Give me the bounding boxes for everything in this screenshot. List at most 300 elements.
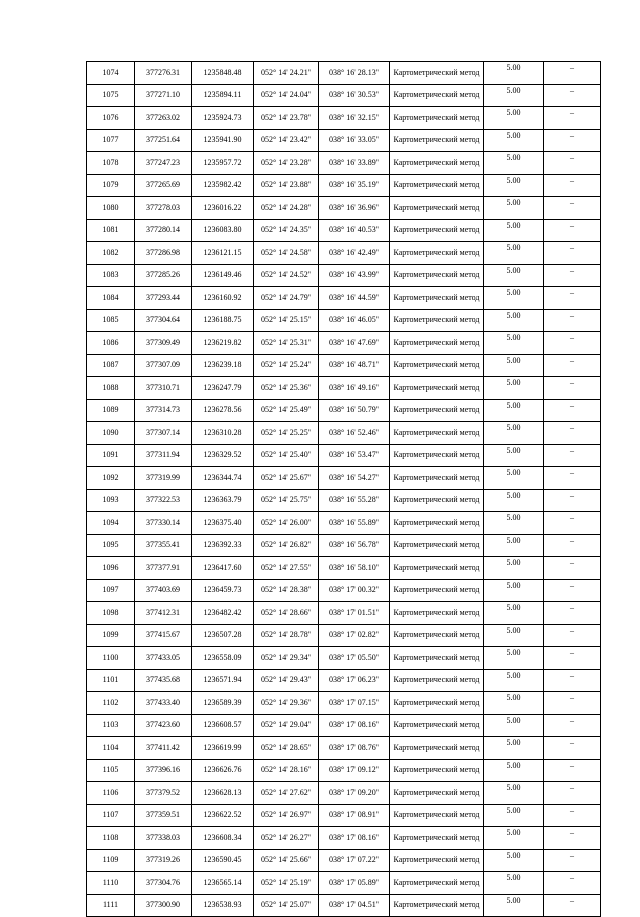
- method-cell: Картометрический метод: [390, 489, 484, 512]
- y-coordinate-cell: 1236507.28: [192, 624, 254, 647]
- coordinates-sheet: [86, 61, 600, 917]
- note-cell: –: [544, 489, 601, 512]
- method-cell: Картометрический метод: [390, 804, 484, 827]
- y-coordinate-cell: 1236392.33: [192, 534, 254, 557]
- latitude-cell: 052° 14' 26.82": [254, 534, 319, 557]
- note-cell: –: [544, 287, 601, 310]
- table-row: [87, 737, 601, 760]
- latitude-cell: 052° 14' 24.28": [254, 197, 319, 220]
- note-cell: –: [544, 624, 601, 647]
- latitude-cell: 052° 14' 24.79": [254, 287, 319, 310]
- y-coordinate-cell: 1236608.57: [192, 714, 254, 737]
- x-coordinate-cell: 377314.73: [135, 399, 192, 422]
- longitude-cell: 038° 16' 33.05": [319, 129, 390, 152]
- y-coordinate-cell: 1236121.15: [192, 242, 254, 265]
- method-cell: Картометрический метод: [390, 849, 484, 872]
- y-coordinate-cell: 1236558.09: [192, 647, 254, 670]
- longitude-cell: 038° 17' 09.12": [319, 759, 390, 782]
- method-cell: Картометрический метод: [390, 197, 484, 220]
- x-coordinate-cell: 377307.14: [135, 422, 192, 445]
- y-coordinate-cell: 1236619.99: [192, 737, 254, 760]
- accuracy-cell: 5.00: [484, 152, 544, 175]
- point-number-cell: 1102: [87, 692, 135, 715]
- table-row: [87, 849, 601, 872]
- latitude-cell: 052° 14' 24.04": [254, 84, 319, 107]
- x-coordinate-cell: 377280.14: [135, 219, 192, 242]
- x-coordinate-cell: 377263.02: [135, 107, 192, 130]
- note-cell: –: [544, 804, 601, 827]
- latitude-cell: 052° 14' 25.40": [254, 444, 319, 467]
- method-cell: Картометрический метод: [390, 354, 484, 377]
- table-row: [87, 62, 601, 85]
- point-number-cell: 1110: [87, 872, 135, 895]
- note-cell: –: [544, 602, 601, 625]
- x-coordinate-cell: 377311.94: [135, 444, 192, 467]
- method-cell: Картометрический метод: [390, 62, 484, 85]
- table-row: [87, 782, 601, 805]
- method-cell: Картометрический метод: [390, 894, 484, 917]
- longitude-cell: 038° 16' 49.16": [319, 377, 390, 400]
- latitude-cell: 052° 14' 28.78": [254, 624, 319, 647]
- y-coordinate-cell: 1236329.52: [192, 444, 254, 467]
- latitude-cell: 052° 14' 25.19": [254, 872, 319, 895]
- point-number-cell: 1089: [87, 399, 135, 422]
- longitude-cell: 038° 17' 05.50": [319, 647, 390, 670]
- longitude-cell: 038° 16' 42.49": [319, 242, 390, 265]
- note-cell: –: [544, 759, 601, 782]
- x-coordinate-cell: 377412.31: [135, 602, 192, 625]
- method-cell: Картометрический метод: [390, 714, 484, 737]
- accuracy-cell: 5.00: [484, 714, 544, 737]
- accuracy-cell: 5.00: [484, 332, 544, 355]
- latitude-cell: 052° 14' 28.38": [254, 579, 319, 602]
- x-coordinate-cell: 377396.16: [135, 759, 192, 782]
- method-cell: Картометрический метод: [390, 377, 484, 400]
- latitude-cell: 052° 14' 23.78": [254, 107, 319, 130]
- x-coordinate-cell: 377411.42: [135, 737, 192, 760]
- note-cell: –: [544, 894, 601, 917]
- latitude-cell: 052° 14' 25.49": [254, 399, 319, 422]
- latitude-cell: 052° 14' 23.28": [254, 152, 319, 175]
- method-cell: Картометрический метод: [390, 534, 484, 557]
- y-coordinate-cell: 1236538.93: [192, 894, 254, 917]
- table-row: [87, 399, 601, 422]
- point-number-cell: 1105: [87, 759, 135, 782]
- y-coordinate-cell: 1236626.76: [192, 759, 254, 782]
- note-cell: –: [544, 422, 601, 445]
- method-cell: Картометрический метод: [390, 669, 484, 692]
- latitude-cell: 052° 14' 25.36": [254, 377, 319, 400]
- table-row: [87, 332, 601, 355]
- y-coordinate-cell: 1236016.22: [192, 197, 254, 220]
- x-coordinate-cell: 377330.14: [135, 512, 192, 535]
- x-coordinate-cell: 377276.31: [135, 62, 192, 85]
- x-coordinate-cell: 377304.64: [135, 309, 192, 332]
- latitude-cell: 052° 14' 23.88": [254, 174, 319, 197]
- y-coordinate-cell: 1235982.42: [192, 174, 254, 197]
- accuracy-cell: 5.00: [484, 804, 544, 827]
- y-coordinate-cell: 1236219.82: [192, 332, 254, 355]
- accuracy-cell: 5.00: [484, 782, 544, 805]
- method-cell: Картометрический метод: [390, 152, 484, 175]
- table-row: [87, 804, 601, 827]
- accuracy-cell: 5.00: [484, 107, 544, 130]
- latitude-cell: 052° 14' 29.34": [254, 647, 319, 670]
- accuracy-cell: 5.00: [484, 62, 544, 85]
- note-cell: –: [544, 444, 601, 467]
- longitude-cell: 038° 17' 09.20": [319, 782, 390, 805]
- note-cell: –: [544, 782, 601, 805]
- table-row: [87, 827, 601, 850]
- point-number-cell: 1081: [87, 219, 135, 242]
- note-cell: –: [544, 557, 601, 580]
- y-coordinate-cell: 1236589.39: [192, 692, 254, 715]
- point-number-cell: 1075: [87, 84, 135, 107]
- method-cell: Картометрический метод: [390, 557, 484, 580]
- y-coordinate-cell: 1235924.73: [192, 107, 254, 130]
- point-number-cell: 1106: [87, 782, 135, 805]
- method-cell: Картометрический метод: [390, 737, 484, 760]
- note-cell: –: [544, 62, 601, 85]
- point-number-cell: 1076: [87, 107, 135, 130]
- longitude-cell: 038° 17' 01.51": [319, 602, 390, 625]
- latitude-cell: 052° 14' 28.65": [254, 737, 319, 760]
- method-cell: Картометрический метод: [390, 107, 484, 130]
- table-row: [87, 872, 601, 895]
- table-row: [87, 287, 601, 310]
- x-coordinate-cell: 377403.69: [135, 579, 192, 602]
- point-number-cell: 1084: [87, 287, 135, 310]
- latitude-cell: 052° 14' 26.27": [254, 827, 319, 850]
- x-coordinate-cell: 377319.26: [135, 849, 192, 872]
- note-cell: –: [544, 84, 601, 107]
- table-row: [87, 669, 601, 692]
- method-cell: Картометрический метод: [390, 624, 484, 647]
- accuracy-cell: 5.00: [484, 692, 544, 715]
- point-number-cell: 1101: [87, 669, 135, 692]
- longitude-cell: 038° 17' 08.76": [319, 737, 390, 760]
- y-coordinate-cell: 1236160.92: [192, 287, 254, 310]
- method-cell: Картометрический метод: [390, 422, 484, 445]
- point-number-cell: 1091: [87, 444, 135, 467]
- latitude-cell: 052° 14' 24.35": [254, 219, 319, 242]
- longitude-cell: 038° 17' 08.16": [319, 827, 390, 850]
- y-coordinate-cell: 1236310.28: [192, 422, 254, 445]
- note-cell: –: [544, 242, 601, 265]
- longitude-cell: 038° 16' 53.47": [319, 444, 390, 467]
- method-cell: Картометрический метод: [390, 692, 484, 715]
- x-coordinate-cell: 377319.99: [135, 467, 192, 490]
- point-number-cell: 1097: [87, 579, 135, 602]
- x-coordinate-cell: 377359.51: [135, 804, 192, 827]
- latitude-cell: 052° 14' 28.66": [254, 602, 319, 625]
- table-row: [87, 894, 601, 917]
- y-coordinate-cell: 1236417.60: [192, 557, 254, 580]
- longitude-cell: 038° 16' 47.69": [319, 332, 390, 355]
- longitude-cell: 038° 16' 36.96": [319, 197, 390, 220]
- table-row: [87, 624, 601, 647]
- table-row: [87, 759, 601, 782]
- note-cell: –: [544, 152, 601, 175]
- longitude-cell: 038° 16' 56.78": [319, 534, 390, 557]
- x-coordinate-cell: 377435.68: [135, 669, 192, 692]
- accuracy-cell: 5.00: [484, 422, 544, 445]
- method-cell: Картометрический метод: [390, 467, 484, 490]
- longitude-cell: 038° 16' 48.71": [319, 354, 390, 377]
- x-coordinate-cell: 377286.98: [135, 242, 192, 265]
- point-number-cell: 1078: [87, 152, 135, 175]
- point-number-cell: 1111: [87, 894, 135, 917]
- longitude-cell: 038° 16' 35.19": [319, 174, 390, 197]
- latitude-cell: 052° 14' 25.24": [254, 354, 319, 377]
- note-cell: –: [544, 827, 601, 850]
- note-cell: –: [544, 107, 601, 130]
- point-number-cell: 1092: [87, 467, 135, 490]
- latitude-cell: 052° 14' 27.62": [254, 782, 319, 805]
- table-row: [87, 197, 601, 220]
- x-coordinate-cell: 377379.52: [135, 782, 192, 805]
- y-coordinate-cell: 1235957.72: [192, 152, 254, 175]
- point-number-cell: 1088: [87, 377, 135, 400]
- point-number-cell: 1090: [87, 422, 135, 445]
- x-coordinate-cell: 377293.44: [135, 287, 192, 310]
- longitude-cell: 038° 16' 55.28": [319, 489, 390, 512]
- accuracy-cell: 5.00: [484, 399, 544, 422]
- point-number-cell: 1109: [87, 849, 135, 872]
- table-row: [87, 714, 601, 737]
- point-number-cell: 1103: [87, 714, 135, 737]
- method-cell: Картометрический метод: [390, 219, 484, 242]
- method-cell: Картометрический метод: [390, 287, 484, 310]
- y-coordinate-cell: 1236375.40: [192, 512, 254, 535]
- accuracy-cell: 5.00: [484, 84, 544, 107]
- latitude-cell: 052° 14' 25.15": [254, 309, 319, 332]
- method-cell: Картометрический метод: [390, 579, 484, 602]
- longitude-cell: 038° 16' 43.99": [319, 264, 390, 287]
- note-cell: –: [544, 647, 601, 670]
- y-coordinate-cell: 1236363.79: [192, 489, 254, 512]
- accuracy-cell: 5.00: [484, 894, 544, 917]
- method-cell: Картометрический метод: [390, 759, 484, 782]
- accuracy-cell: 5.00: [484, 872, 544, 895]
- y-coordinate-cell: 1235894.11: [192, 84, 254, 107]
- note-cell: –: [544, 309, 601, 332]
- accuracy-cell: 5.00: [484, 512, 544, 535]
- table-row: [87, 692, 601, 715]
- y-coordinate-cell: 1236149.46: [192, 264, 254, 287]
- x-coordinate-cell: 377377.91: [135, 557, 192, 580]
- longitude-cell: 038° 16' 58.10": [319, 557, 390, 580]
- method-cell: Картометрический метод: [390, 647, 484, 670]
- latitude-cell: 052° 14' 25.25": [254, 422, 319, 445]
- note-cell: –: [544, 534, 601, 557]
- note-cell: –: [544, 219, 601, 242]
- y-coordinate-cell: 1235848.48: [192, 62, 254, 85]
- table-row: [87, 579, 601, 602]
- accuracy-cell: 5.00: [484, 309, 544, 332]
- x-coordinate-cell: 377322.53: [135, 489, 192, 512]
- x-coordinate-cell: 377310.71: [135, 377, 192, 400]
- longitude-cell: 038° 16' 32.15": [319, 107, 390, 130]
- latitude-cell: 052° 14' 24.58": [254, 242, 319, 265]
- table-row: [87, 174, 601, 197]
- point-number-cell: 1093: [87, 489, 135, 512]
- x-coordinate-cell: 377300.90: [135, 894, 192, 917]
- accuracy-cell: 5.00: [484, 669, 544, 692]
- x-coordinate-cell: 377433.40: [135, 692, 192, 715]
- latitude-cell: 052° 14' 29.04": [254, 714, 319, 737]
- method-cell: Картометрический метод: [390, 264, 484, 287]
- latitude-cell: 052° 14' 25.07": [254, 894, 319, 917]
- note-cell: –: [544, 174, 601, 197]
- coordinates-table: [86, 61, 601, 917]
- point-number-cell: 1079: [87, 174, 135, 197]
- point-number-cell: 1074: [87, 62, 135, 85]
- y-coordinate-cell: 1236628.13: [192, 782, 254, 805]
- longitude-cell: 038° 17' 08.91": [319, 804, 390, 827]
- note-cell: –: [544, 737, 601, 760]
- note-cell: –: [544, 197, 601, 220]
- table-row: [87, 107, 601, 130]
- y-coordinate-cell: 1236188.75: [192, 309, 254, 332]
- y-coordinate-cell: 1236278.56: [192, 399, 254, 422]
- longitude-cell: 038° 17' 00.32": [319, 579, 390, 602]
- y-coordinate-cell: 1236482.42: [192, 602, 254, 625]
- longitude-cell: 038° 16' 46.05": [319, 309, 390, 332]
- accuracy-cell: 5.00: [484, 444, 544, 467]
- accuracy-cell: 5.00: [484, 534, 544, 557]
- latitude-cell: 052° 14' 25.31": [254, 332, 319, 355]
- table-row: [87, 377, 601, 400]
- note-cell: –: [544, 467, 601, 490]
- longitude-cell: 038° 17' 02.82": [319, 624, 390, 647]
- point-number-cell: 1094: [87, 512, 135, 535]
- x-coordinate-cell: 377278.03: [135, 197, 192, 220]
- accuracy-cell: 5.00: [484, 737, 544, 760]
- table-row: [87, 557, 601, 580]
- point-number-cell: 1083: [87, 264, 135, 287]
- x-coordinate-cell: 377338.03: [135, 827, 192, 850]
- x-coordinate-cell: 377265.69: [135, 174, 192, 197]
- point-number-cell: 1095: [87, 534, 135, 557]
- method-cell: Картометрический метод: [390, 129, 484, 152]
- y-coordinate-cell: 1236590.45: [192, 849, 254, 872]
- longitude-cell: 038° 17' 05.89": [319, 872, 390, 895]
- note-cell: –: [544, 399, 601, 422]
- longitude-cell: 038° 17' 07.15": [319, 692, 390, 715]
- note-cell: –: [544, 264, 601, 287]
- table-row: [87, 489, 601, 512]
- point-number-cell: 1098: [87, 602, 135, 625]
- latitude-cell: 052° 14' 24.21": [254, 62, 319, 85]
- point-number-cell: 1086: [87, 332, 135, 355]
- longitude-cell: 038° 16' 50.79": [319, 399, 390, 422]
- note-cell: –: [544, 512, 601, 535]
- table-row: [87, 219, 601, 242]
- latitude-cell: 052° 14' 29.36": [254, 692, 319, 715]
- longitude-cell: 038° 16' 55.89": [319, 512, 390, 535]
- point-number-cell: 1104: [87, 737, 135, 760]
- method-cell: Картометрический метод: [390, 872, 484, 895]
- accuracy-cell: 5.00: [484, 174, 544, 197]
- x-coordinate-cell: 377247.23: [135, 152, 192, 175]
- accuracy-cell: 5.00: [484, 129, 544, 152]
- method-cell: Картометрический метод: [390, 399, 484, 422]
- longitude-cell: 038° 16' 30.53": [319, 84, 390, 107]
- table-row: [87, 129, 601, 152]
- x-coordinate-cell: 377355.41: [135, 534, 192, 557]
- point-number-cell: 1082: [87, 242, 135, 265]
- accuracy-cell: 5.00: [484, 849, 544, 872]
- accuracy-cell: 5.00: [484, 647, 544, 670]
- x-coordinate-cell: 377309.49: [135, 332, 192, 355]
- point-number-cell: 1100: [87, 647, 135, 670]
- accuracy-cell: 5.00: [484, 579, 544, 602]
- method-cell: Картометрический метод: [390, 174, 484, 197]
- point-number-cell: 1077: [87, 129, 135, 152]
- point-number-cell: 1085: [87, 309, 135, 332]
- longitude-cell: 038° 16' 44.59": [319, 287, 390, 310]
- latitude-cell: 052° 14' 26.00": [254, 512, 319, 535]
- table-row: [87, 602, 601, 625]
- note-cell: –: [544, 129, 601, 152]
- longitude-cell: 038° 16' 40.53": [319, 219, 390, 242]
- y-coordinate-cell: 1235941.90: [192, 129, 254, 152]
- y-coordinate-cell: 1236083.80: [192, 219, 254, 242]
- longitude-cell: 038° 16' 28.13": [319, 62, 390, 85]
- point-number-cell: 1108: [87, 827, 135, 850]
- x-coordinate-cell: 377307.09: [135, 354, 192, 377]
- table-body: [87, 62, 601, 917]
- x-coordinate-cell: 377304.76: [135, 872, 192, 895]
- method-cell: Картометрический метод: [390, 782, 484, 805]
- latitude-cell: 052° 14' 25.75": [254, 489, 319, 512]
- note-cell: –: [544, 692, 601, 715]
- longitude-cell: 038° 17' 08.16": [319, 714, 390, 737]
- note-cell: –: [544, 872, 601, 895]
- longitude-cell: 038° 16' 54.27": [319, 467, 390, 490]
- method-cell: Картометрический метод: [390, 242, 484, 265]
- method-cell: Картометрический метод: [390, 84, 484, 107]
- point-number-cell: 1096: [87, 557, 135, 580]
- y-coordinate-cell: 1236344.74: [192, 467, 254, 490]
- y-coordinate-cell: 1236622.52: [192, 804, 254, 827]
- method-cell: Картометрический метод: [390, 309, 484, 332]
- note-cell: –: [544, 714, 601, 737]
- table-row: [87, 152, 601, 175]
- latitude-cell: 052° 14' 24.52": [254, 264, 319, 287]
- accuracy-cell: 5.00: [484, 467, 544, 490]
- note-cell: –: [544, 669, 601, 692]
- point-number-cell: 1099: [87, 624, 135, 647]
- latitude-cell: 052° 14' 27.55": [254, 557, 319, 580]
- point-number-cell: 1087: [87, 354, 135, 377]
- longitude-cell: 038° 17' 04.51": [319, 894, 390, 917]
- latitude-cell: 052° 14' 25.67": [254, 467, 319, 490]
- accuracy-cell: 5.00: [484, 377, 544, 400]
- latitude-cell: 052° 14' 28.16": [254, 759, 319, 782]
- method-cell: Картометрический метод: [390, 827, 484, 850]
- method-cell: Картометрический метод: [390, 602, 484, 625]
- table-row: [87, 467, 601, 490]
- table-row: [87, 444, 601, 467]
- note-cell: –: [544, 849, 601, 872]
- note-cell: –: [544, 579, 601, 602]
- longitude-cell: 038° 16' 52.46": [319, 422, 390, 445]
- accuracy-cell: 5.00: [484, 242, 544, 265]
- latitude-cell: 052° 14' 23.42": [254, 129, 319, 152]
- latitude-cell: 052° 14' 26.97": [254, 804, 319, 827]
